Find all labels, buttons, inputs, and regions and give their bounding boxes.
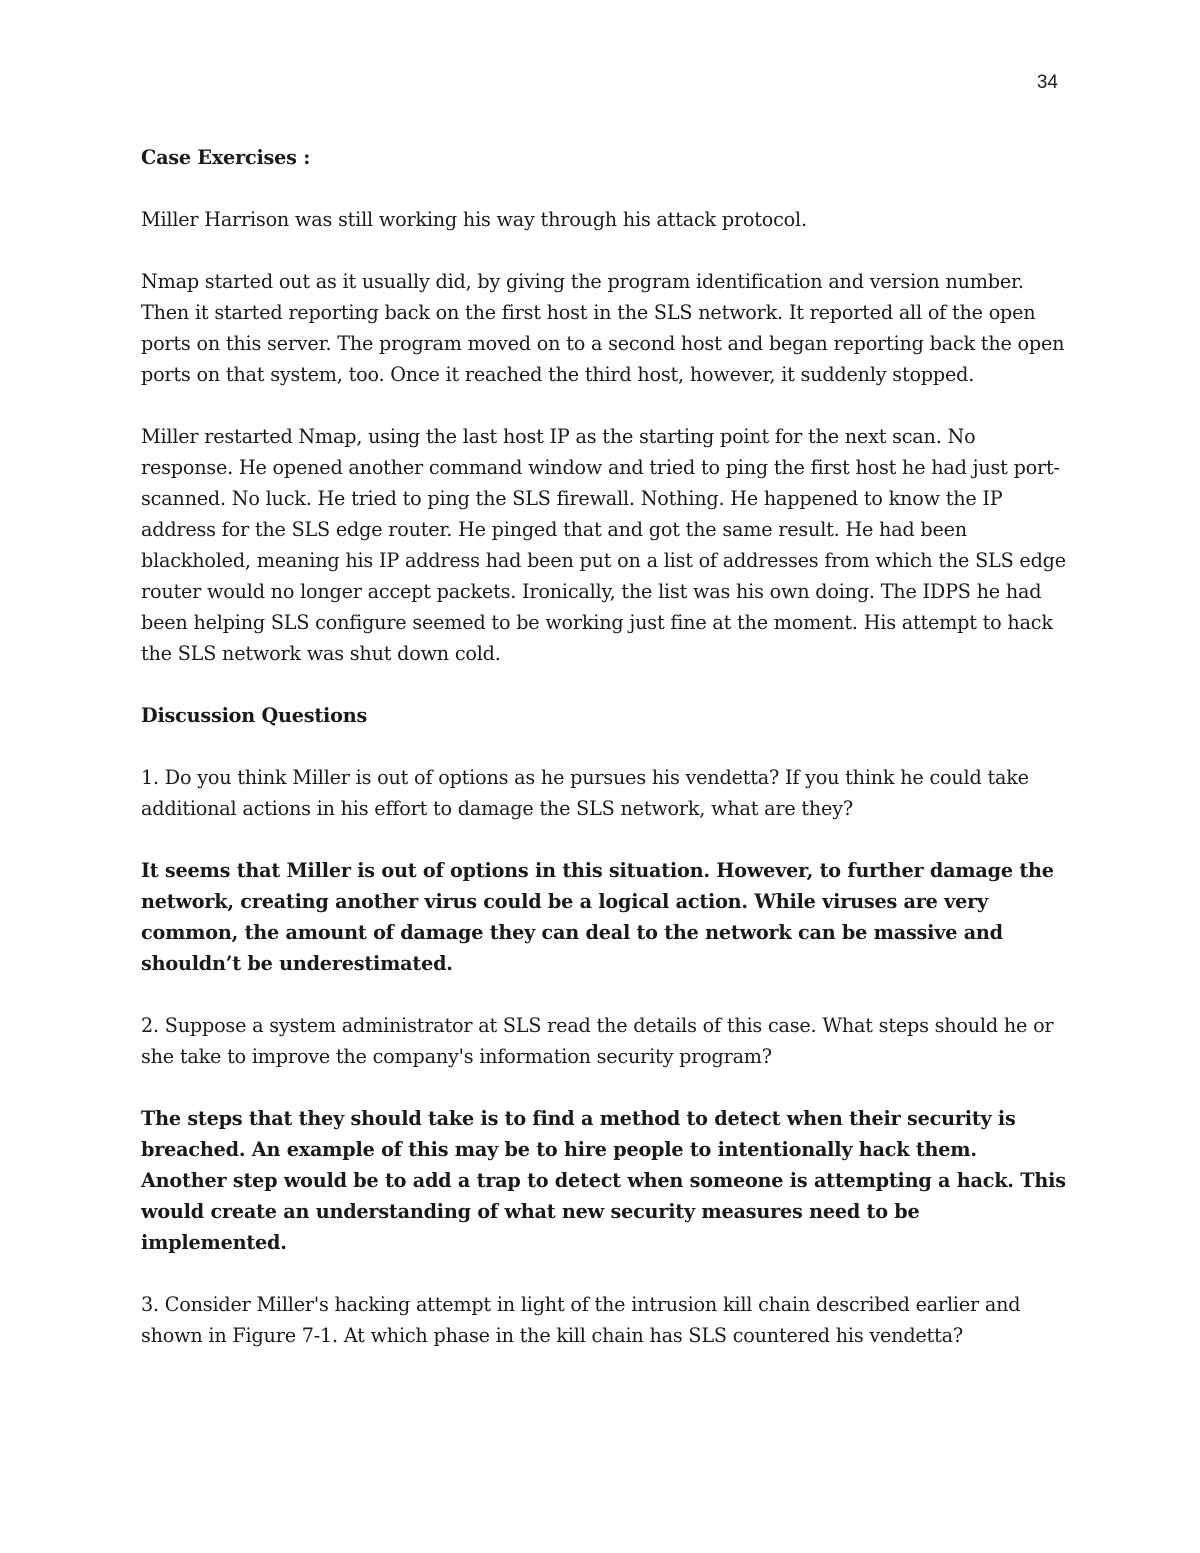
blackhole-paragraph: Miller restarted Nmap, using the last host IP as the starting point for the next scan. No response. He opened another command window and tried to ping the first host he had just port-scanned. No luck. He tried to ping the SLS firewall. Nothing. He happened to know the IP address for the SLS edge router. He pinged that and got the same result. He had been blackholed, meaning his IP address had been put on a list of addresses from which the SLS edge router would no longer accept packets. Ironically, the list was his own doing. The IDPS he had been helping SLS configure seemed to be working just fine at the moment. His attempt to hack the SLS network was shut down cold.: [141, 425, 1066, 665]
question-2: 2. Suppose a system administrator at SLS read the details of this case. What steps should he or she take to improve the company's information security program?: [141, 1014, 1054, 1068]
page-number: 34: [1036, 72, 1058, 93]
question-3: 3. Consider Miller's hacking attempt in light of the intrusion kill chain described earlier and shown in Figure 7-1. At which phase in the kill chain has SLS countered his vendetta?: [141, 1293, 1021, 1347]
nmap-paragraph: Nmap started out as it usually did, by giving the program identification and version number. Then it started reporting back on the first host in the SLS network. It reported all of the open ports on this server. The program moved on to a second host and began reporting back the open ports on that system, too. Once it reached the third host, however, it suddenly stopped.: [141, 270, 1065, 386]
intro-paragraph: Miller Harrison was still working his way through his attack protocol.: [141, 208, 807, 231]
case-exercises-heading: Case Exercises :: [141, 146, 311, 169]
discussion-questions-heading: Discussion Questions: [141, 704, 368, 727]
question-1: 1. Do you think Miller is out of options as he pursues his vendetta? If you think he could take additional actions in his effort to damage the SLS network, what are they?: [141, 766, 1029, 820]
answer-2: The steps that they should take is to find a method to detect when their security is breached. An example of this may be to hire people to intentionally hack them. Another step would be to add a trap to detect when someone is attempting a hack. This would create an understanding of what new security measures need to be implemented.: [141, 1107, 1066, 1254]
answer-1: It seems that Miller is out of options in this situation. However, to further damage the network, creating another virus could be a logical action. While viruses are very common, the amount of damage they can deal to the network can be massive and shouldn’t be underestimated.: [141, 859, 1054, 975]
document-body: [141, 142, 1066, 1382]
